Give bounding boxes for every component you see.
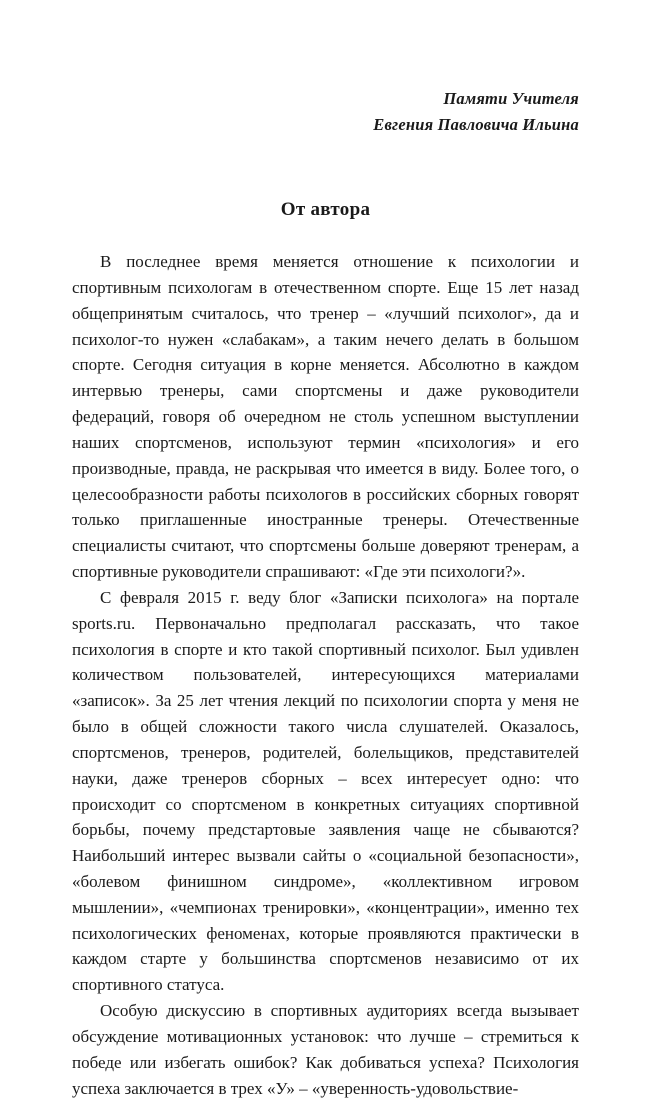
paragraph-2: С февраля 2015 г. веду блог «Записки психолога» на портале sports.ru. Первоначально предполагал рассказать, что такое психология в спорте и кто такой спортивный психолог. Был удивлен количеством пользователей, интересующихся материалами «записок». За 25 лет чтения лекций по психологии спорта у меня не было в общей сложности такого числа слушателей. Оказалось, спортсменов, тренеров, родителей, болельщиков, представителей науки, даже тренеров сборных – всех интересует одно: что происходит со спортсменом в конкретных ситуациях спортивной борьбы, почему предстартовые заявления чаще не сбываются? Наибольший интерес вызвали сайты о «социальной безопасности», «болевом финишном синдроме», «коллективном игровом мышлении», «чемпионах тренировки», «концентрации», именно тех психологических феноменах, которые проявляются практически в каждом старте у большинства спортсменов независимо от их спортивного статуса. <box>72 587 579 995</box>
paragraph-1: В последнее время меняется отношение к психологии и спортивным психологам в отечественном спорте. Еще 15 лет назад общепринятым считалось, что тренер – «лучший психолог», да и психолог-то нужен «слабакам», а таким нечего делать в большом спорте. Сегодня ситуация в корне меняется. Абсолютно в каждом интервью тренеры, сами спортсмены и даже руководители федераций, говоря об очередном не столь успешном выступлении наших спортсменов, используют термин «психология» и его производные, правда, не раскрывая что имеется в виду. Более того, о целесообразности работы психологов в российских сборных говорят только приглашенные иностранные тренеры. Отечественные специалисты считают, что спортсмены больше доверяют тренерам, а спортивные руководители спрашивают: «Где эти психологи?». <box>72 252 579 582</box>
body-text <box>72 249 579 1101</box>
dedication-block <box>72 86 579 137</box>
dedication-line-2: Евгения Павловича Ильина <box>373 114 579 134</box>
section-title: От автора <box>280 199 371 221</box>
dedication-line-1: Памяти Учителя <box>443 89 579 108</box>
paragraph-3: Особую дискуссию в спортивных аудиториях всегда вызывает обсуждение мотивационных установок: что лучше – стремиться к победе или избегать ошибок? Как добиваться успеха? Психология успеха заключается в трех «У» – «уверенность-удовольствие- <box>72 1001 579 1098</box>
page-content <box>72 0 579 1101</box>
